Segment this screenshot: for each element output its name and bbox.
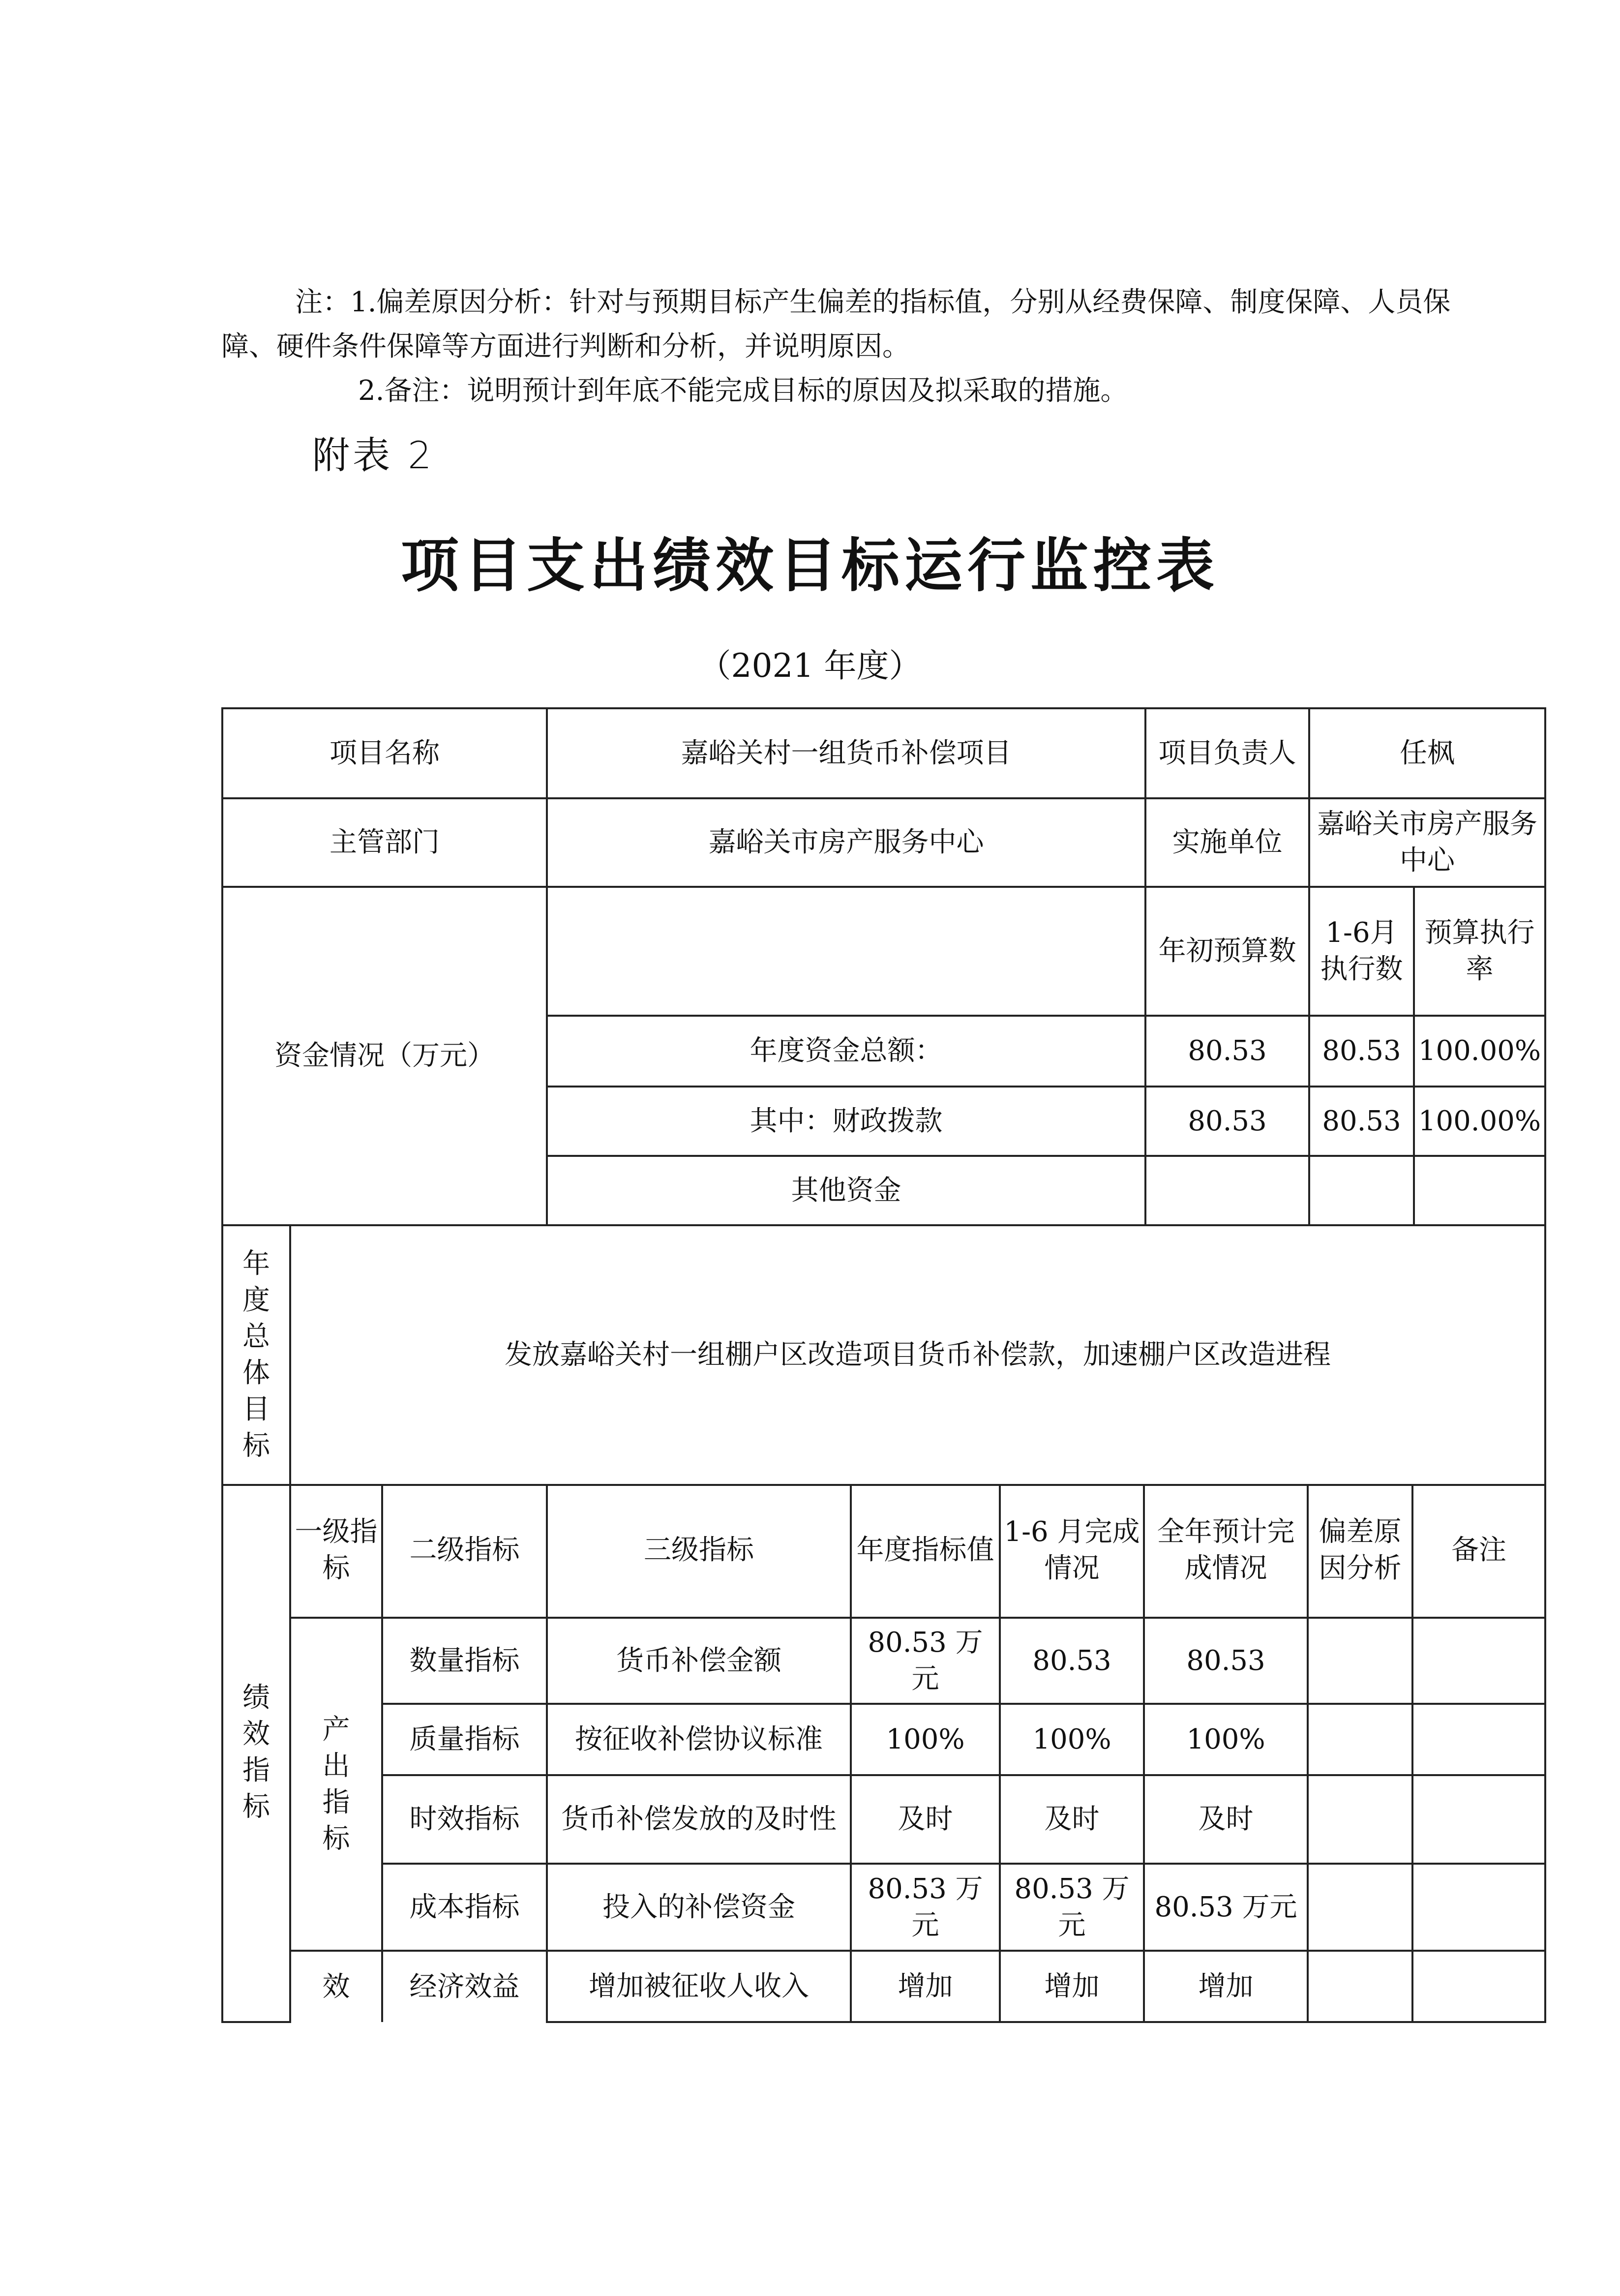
output-label <box>290 1618 382 1951</box>
performance-table <box>221 1484 1546 2023</box>
page-title: 项目支出绩效目标运行监控表 <box>400 532 1219 600</box>
dept-name: 嘉峪关市房产服务中心 <box>547 798 1145 887</box>
col-budget: 年初预算数 <box>1145 887 1309 1016</box>
full-value: 增加 <box>1144 1951 1308 2022</box>
perf-label <box>222 1484 290 2022</box>
project-name: 嘉峪关村一组货币补偿项目 <box>547 708 1145 798</box>
funds-exec: 80.53 <box>1309 1087 1414 1156</box>
perf-row <box>222 1618 1545 1704</box>
funds-budget <box>1145 1156 1309 1225</box>
perf-row <box>222 1864 1545 1951</box>
level3: 按征收补偿协议标准 <box>547 1704 851 1775</box>
level2: 成本指标 <box>382 1864 547 1951</box>
perf-row <box>222 1951 1545 2022</box>
funds-row-label: 其他资金 <box>547 1156 1145 1225</box>
perf-header-row <box>222 1484 1545 1618</box>
goal-row <box>222 1225 1545 1485</box>
funds-exec: 80.53 <box>1309 1016 1414 1087</box>
annual-value: 80.53 万元 <box>851 1618 1000 1704</box>
hdr-level3: 三级指标 <box>547 1484 851 1618</box>
funds-row-label: 其中：财政拨款 <box>547 1087 1145 1156</box>
annual-value: 增加 <box>851 1951 1000 2022</box>
funds-budget: 80.53 <box>1145 1016 1309 1087</box>
level3: 投入的补偿资金 <box>547 1864 851 1951</box>
goal-label <box>222 1225 290 1485</box>
leader-label: 项目负责人 <box>1145 708 1309 798</box>
funds-rate: 100.00% <box>1414 1016 1545 1087</box>
note-line-1-cont: 障、硬件条件保障等方面进行判断和分析，并说明原因。 <box>221 331 910 363</box>
impl-name: 嘉峪关市房产服务中心 <box>1309 798 1545 887</box>
level2: 经济效益 <box>382 1951 547 2022</box>
project-name-label: 项目名称 <box>222 708 547 798</box>
annual-value: 及时 <box>851 1775 1000 1864</box>
full-value: 100% <box>1144 1704 1308 1775</box>
perf-label-text: 绩效指标 <box>242 1682 270 1823</box>
funds-header-blank <box>547 887 1145 1016</box>
funds-budget: 80.53 <box>1145 1087 1309 1156</box>
annual-value: 100% <box>851 1704 1000 1775</box>
funds-rate <box>1414 1156 1545 1225</box>
funds-row-label: 年度资金总额： <box>547 1016 1145 1087</box>
output-label-text: 产出指标 <box>322 1713 350 1855</box>
info-funds-table <box>221 707 1546 1486</box>
note-line-1: 注：1.偏差原因分析：针对与预期目标产生偏差的指标值，分别从经费保障、制度保障、人员保 <box>295 286 1451 318</box>
hdr-h1: 1-6 月完成情况 <box>1000 1484 1144 1618</box>
project-row <box>222 708 1545 798</box>
level3: 货币补偿金额 <box>547 1618 851 1704</box>
full-value: 80.53 <box>1144 1618 1308 1704</box>
note-line-2: 2.备注：说明预计到年底不能完成目标的原因及拟采取的措施。 <box>358 375 1128 407</box>
full-value: 及时 <box>1144 1775 1308 1864</box>
leader-name: 任枫 <box>1309 708 1545 798</box>
effect-label: 效 <box>290 1951 382 2022</box>
level2: 质量指标 <box>382 1704 547 1775</box>
remark-cell <box>1412 1951 1545 2022</box>
hdr-full: 全年预计完成情况 <box>1144 1484 1308 1618</box>
hdr-remark: 备注 <box>1412 1484 1545 1618</box>
perf-row <box>222 1704 1545 1775</box>
deviation-cell <box>1308 1864 1412 1951</box>
remark-cell <box>1412 1618 1545 1704</box>
h1-value: 80.53 万元 <box>1000 1864 1144 1951</box>
goal-label-text: 年度总体目标 <box>242 1248 270 1462</box>
hdr-level1: 一级指标 <box>290 1484 382 1618</box>
deviation-cell <box>1308 1775 1412 1864</box>
year-subtitle: （2021 年度） <box>698 647 922 685</box>
appendix-label: 附表 2 <box>312 433 435 477</box>
remark-cell <box>1412 1704 1545 1775</box>
hdr-annual: 年度指标值 <box>851 1484 1000 1618</box>
goal-text: 发放嘉峪关村一组棚户区改造项目货币补偿款，加速棚户区改造进程 <box>290 1225 1545 1485</box>
deviation-cell <box>1308 1951 1412 2022</box>
level2: 数量指标 <box>382 1618 547 1704</box>
hdr-deviation: 偏差原因分析 <box>1308 1484 1412 1618</box>
h1-value: 80.53 <box>1000 1618 1144 1704</box>
remark-cell <box>1412 1775 1545 1864</box>
dept-row <box>222 798 1545 887</box>
level3: 增加被征收人收入 <box>547 1951 851 2022</box>
col-exec: 1-6月执行数 <box>1309 887 1414 1016</box>
dept-label: 主管部门 <box>222 798 547 887</box>
deviation-cell <box>1308 1704 1412 1775</box>
funds-label: 资金情况（万元） <box>222 887 547 1225</box>
full-value: 80.53 万元 <box>1144 1864 1308 1951</box>
h1-value: 增加 <box>1000 1951 1144 2022</box>
annual-value: 80.53 万元 <box>851 1864 1000 1951</box>
funds-header-row <box>222 887 1545 1016</box>
impl-label: 实施单位 <box>1145 798 1309 887</box>
col-rate: 预算执行率 <box>1414 887 1545 1016</box>
remark-cell <box>1412 1864 1545 1951</box>
perf-row <box>222 1775 1545 1864</box>
level2: 时效指标 <box>382 1775 547 1864</box>
funds-rate: 100.00% <box>1414 1087 1545 1156</box>
funds-exec <box>1309 1156 1414 1225</box>
deviation-cell <box>1308 1618 1412 1704</box>
h1-value: 100% <box>1000 1704 1144 1775</box>
h1-value: 及时 <box>1000 1775 1144 1864</box>
level3: 货币补偿发放的及时性 <box>547 1775 851 1864</box>
hdr-level2: 二级指标 <box>382 1484 547 1618</box>
